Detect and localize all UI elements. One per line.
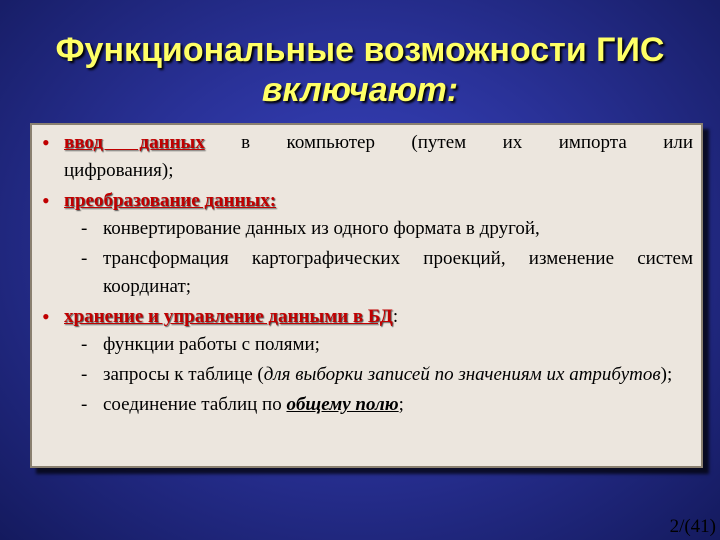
dash-icon: -: [81, 248, 88, 269]
term-data-input: ввод данных: [64, 132, 205, 153]
page-number: 2/(41): [669, 516, 716, 537]
term-suffix: :: [392, 306, 399, 327]
sub-item-text: запросы к таблице (: [103, 364, 264, 385]
sub-item: [42, 215, 693, 243]
list-item-line: цифрования);: [64, 160, 174, 181]
slide-title-line1: Функциональные возможности ГИС: [55, 31, 665, 69]
dash-icon: -: [81, 218, 88, 239]
sub-item-text: ;: [398, 394, 404, 415]
sub-item-text: );: [660, 364, 673, 385]
sub-item-emphasis-text: общему полю: [286, 394, 399, 415]
bullet-icon: •: [42, 304, 50, 329]
sub-item: [42, 245, 693, 301]
list-item-storage: [42, 303, 693, 419]
sub-item: [42, 361, 693, 389]
slide-title: [0, 30, 720, 110]
list-item-text: в компьютер (путем их импорта или: [204, 132, 694, 153]
sub-item: [42, 391, 693, 419]
dash-icon: -: [81, 334, 88, 355]
sub-item-text: конвертирование данных из одного формата в другой,: [103, 218, 540, 239]
bullet-icon: •: [42, 130, 50, 155]
term-data-transform: преобразование данных:: [64, 190, 277, 211]
sub-item: [42, 331, 693, 359]
sub-item-text: соединение таблиц по: [103, 394, 287, 415]
bullet-icon: •: [42, 188, 50, 213]
sub-item-text: функции работы с полями;: [103, 334, 320, 355]
list-item-data-input: [42, 129, 693, 185]
sub-item-italic-text: для выборки записей по значениям их атрибутов: [263, 364, 661, 385]
dash-icon: -: [81, 364, 88, 385]
term-storage: хранение и управление данными в БД: [64, 306, 393, 327]
slide-title-line2: включают:: [261, 71, 459, 109]
content-panel: [30, 123, 703, 468]
dash-icon: -: [81, 394, 88, 415]
sub-item-text: трансформация картографических проекций, изменение систем координат;: [103, 248, 693, 297]
list-item-line: [64, 129, 693, 157]
list-item-data-transform: [42, 187, 693, 301]
